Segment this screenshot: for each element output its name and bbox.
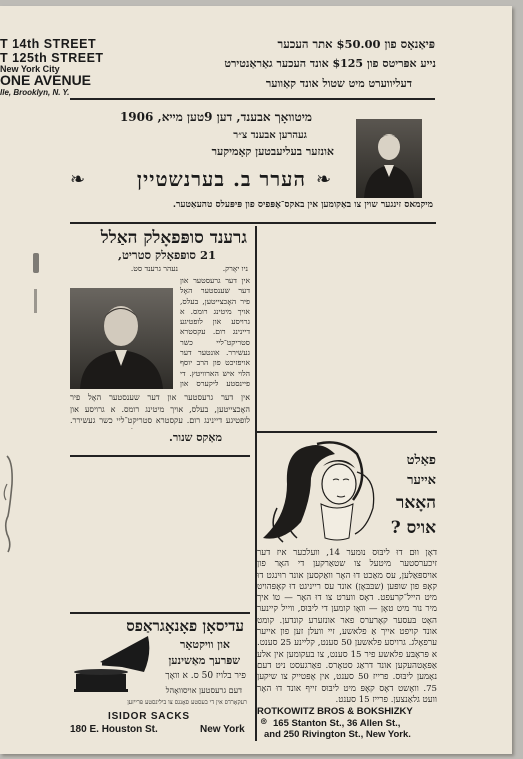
hall-title: גרענד סופּפאָלק האַלל	[100, 228, 247, 248]
hair-title-4: אויס ?	[390, 518, 436, 538]
phono-city: New York	[200, 724, 245, 735]
newspaper-page	[0, 6, 512, 754]
hall-signature: מאַקס שנור.	[169, 431, 222, 444]
hall-body-upper: אין דער גרעסטער און דער שענסטער האָל פיר האָכצייטען, בעלס, אויך מיטינג רומס. א גרויסע און לופטיגע דיינינג רום. עקסטרא סטריקט־ליי כשר געשירר. אונטער דער אויפזיכט פון הרב יוסף הלוי איש הארוויטץ. די פיינסטע ליקערס און	[180, 276, 250, 388]
banner-name: הערר ב. בערנשטיין	[136, 167, 306, 191]
phono-street: 180 E. Houston St.	[70, 724, 158, 735]
phono-line2: שפּרעך מאַשינען	[168, 654, 240, 667]
margin-mark	[34, 289, 37, 313]
banner-subtitle2: אונזער בעליעבטען קאָמיקער	[211, 145, 334, 158]
header-left-line2: T 125th STREET	[0, 51, 104, 65]
gramophone-icon	[70, 634, 152, 696]
registered-mark-icon: ⊚	[260, 717, 268, 727]
phono-title: עדיסאָן פאָנאָגראַפס	[126, 617, 244, 635]
header-left-line3: New York City	[0, 64, 60, 74]
hall-city: ניו יאָרק.	[222, 264, 248, 273]
banner-subtitle1: געהרען אבענד צ״ר	[233, 130, 307, 141]
hair-addr1: 165 Stanton St., 36 Allen St.,	[273, 718, 401, 729]
phono-line4: דעם גרעסטען אויסוואָהל	[165, 686, 242, 695]
hair-addr2: and 250 Rivington St., New York.	[264, 729, 411, 740]
margin-mark	[33, 253, 39, 273]
banner-rule	[70, 222, 436, 224]
header-right-line1: פּיאַנאָס פון $50.00 אתר העכער	[277, 37, 435, 51]
hall-corner: נעהר גרענד סט.	[130, 264, 178, 273]
phono-line5: רעקאָרדס אין די בעסטע סאָנגס צו ביליגסטע פּרייזען	[127, 699, 247, 706]
hall-body-lower: אין דער גרעסטער און דער שענסטער האָל פיר האָכצייטען, בעלס, אויך מיטינג רומס. א גרויסע און לופטיגע דיינינג רום. עקסטרא סטריקט־ליי כשר געשירר.	[70, 393, 250, 425]
phono-line1: און וויקטאָר	[179, 638, 230, 651]
header-left-line4: ONE AVENUE	[0, 72, 92, 88]
hair-title-3: האָאר	[396, 493, 436, 513]
header-rule	[70, 98, 435, 100]
portrait-bernstein	[356, 119, 422, 198]
paper-clip-icon	[0, 454, 16, 554]
hair-top-rule	[257, 431, 437, 433]
hall-rule	[70, 455, 250, 457]
hair-body: דאָן ווּם דוּ ליבּוּס נוּמער 14, וועלכער איז דער זיכערסטער מיטעל צו שטאַרקען די האָר פון אויספּאַלען, עס מאַכט דוּ האָר וואַקסען אונד רוּינגט דוּ קאָפּ פון שופּען (שבּבּאָן) אונד עס רייניגט דוּ קאָפּהויט מיט הייל־קרעפט. דאָס ווערט צו דוּ האָר — טוֹ איך מיר נור מיט טאָן — וואָו קומען די ליבּוּס, ווייל קיינער האָט בּעסער קאָרערס פאר אונזערע קונדען. קומט אונד קויפט אייך אַ פלאשע, זיי וועלן זען פון אייער ערפאָלג. גרויסע פלאשען 50 סענט, קליינע 25 סענט. א פּראָבּע פלאשע פיר 15 סענט, צו בעקומען אין אלע אַפּאָטהעקען אונד דראַג סטאָרס. פאַרגעסט ניט דעם נאָמען ליבּוּס. פרייז 50 סענט, אין אָפּטייק צו שיקען 75. וואָשט דאָס קאָפּ מיט ליבּוּס זייף אונד דוּ האָר וועט גלאַנצען. פרייז 15 סענט.	[257, 548, 437, 704]
right-ornament-icon: ❧	[316, 169, 332, 190]
header-left-line5: lle, Brooklyn, N. Y.	[0, 88, 70, 97]
left-ornament-icon: ❧	[70, 169, 86, 190]
woman-hair-illustration	[257, 438, 387, 550]
banner-caption: מיקמאס זינגער שוין צו באַקומען אין באקס־אָפּפיס פון פּיפּעלס טהעאַטער.	[172, 200, 433, 210]
banner-date: מיטוואָך אבענד, דען 9טען מייא, 1906	[119, 110, 312, 124]
phono-top-rule	[70, 612, 250, 614]
header-right-line3: דעליווערט מיט שטול אונד קאַווער	[265, 77, 412, 90]
portrait-max-schnur	[70, 288, 173, 389]
hair-title-1: פאַלט	[406, 453, 436, 468]
phono-line3: פיר בלויז 50 ס. א וואָך	[165, 671, 246, 681]
hall-address: 21 סופּפאָלק סטריט,	[117, 248, 216, 262]
hair-title-2: אייער	[407, 473, 436, 488]
header-left-line1: T 14th STREET	[0, 37, 97, 51]
phono-merchant: ISIDOR SACKS	[108, 711, 190, 722]
header-right-line2: נייע אפּריטס פון $125 אונד העכער גאַראַנטירט	[224, 57, 436, 70]
hair-company: ROTKOWITZ BROS & BOKSHIZKY	[257, 706, 413, 717]
